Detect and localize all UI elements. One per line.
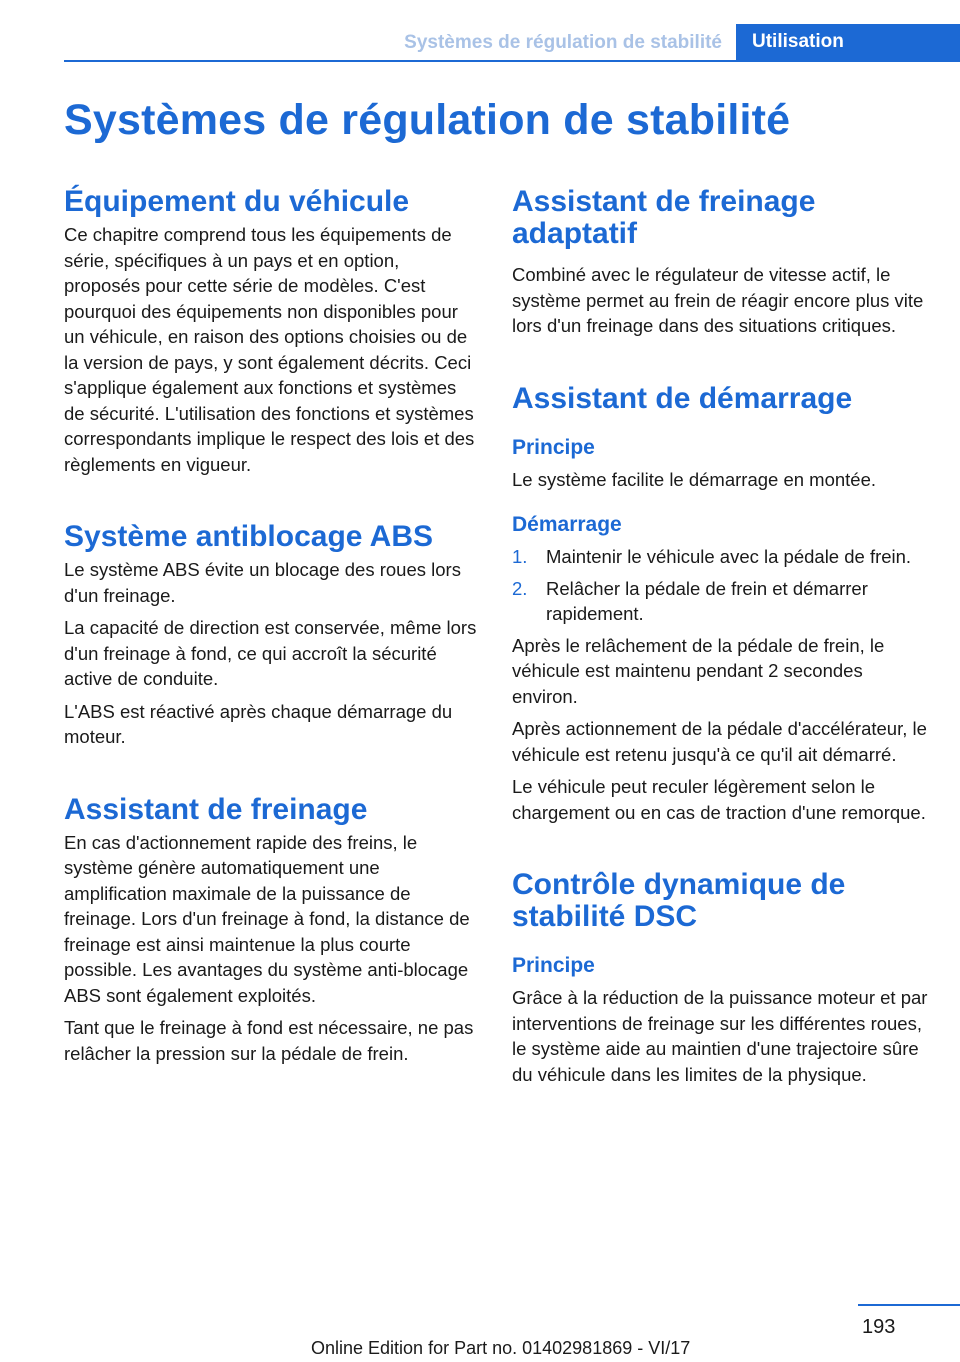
page-title: Systèmes de régulation de stabilité [64, 96, 791, 144]
header-section-title: Systèmes de régulation de stabilité [404, 32, 722, 53]
start-assist-paragraph-2: Après actionnement de la pédale d'accélérateur, le véhicule est retenu jusqu'à ce qu'il ait démarré. [512, 718, 927, 765]
heading-brake-assist: Assistant de freinage [64, 792, 368, 826]
start-assist-principle-text: Le système facilite le démarrage en montée. [512, 468, 877, 490]
heading-equipment: Équipement du véhicule [64, 185, 410, 218]
section-equipment [64, 186, 480, 477]
start-assist-paragraph-3: Le véhicule peut reculer légèrement selon le chargement ou en cas de traction d'une remorque. [512, 776, 926, 823]
left-column [64, 186, 480, 1066]
heading-dsc: Contrôle dynamique de stabilité DSC [512, 868, 846, 933]
section-brake-assist [64, 794, 480, 1067]
page-number: 193 [862, 1316, 896, 1338]
step-number: 2. [512, 577, 528, 599]
section-abs [64, 521, 480, 750]
step-number: 1. [512, 546, 528, 567]
heading-abs: Système antiblocage ABS [64, 520, 434, 553]
brake-assist-paragraph-2: Tant que le freinage à fond est nécessaire, ne pas relâcher la pression sur la pédale de frein. [64, 1017, 474, 1064]
start-assist-start-heading: Démarrage [512, 513, 622, 536]
start-assist-paragraph-1: Après le relâchement de la pédale de frein, le véhicule est maintenu pendant 2 secondes environ. [512, 634, 885, 707]
step-text: Relâcher la pédale de frein et démarrer rapidement. [546, 577, 868, 624]
step-text: Maintenir le véhicule avec la pédale de frein. [546, 546, 912, 567]
abs-paragraph-1: Le système ABS évite un blocage des roues lors d'un freinage. [64, 559, 461, 606]
dsc-principle-heading: Principe [512, 954, 595, 977]
heading-adaptive-brake-assist: Assistant de freinage adaptatif [512, 185, 816, 250]
start-assist-principle-heading: Principe [512, 435, 595, 459]
footer-rule [858, 1304, 960, 1306]
header-rule [64, 60, 960, 62]
header-chapter-tab: Utilisation [736, 24, 960, 62]
start-steps-list [512, 544, 928, 627]
section-dsc [512, 869, 928, 1087]
abs-paragraph-2: La capacité de direction est conservée, même lors d'un freinage à fond, ce qui accroît la sécurité active de conduite. [64, 617, 477, 689]
list-item [512, 576, 928, 627]
edition-line: Online Edition for Part no. 01402981869 - VI/17 [311, 1338, 691, 1358]
list-item [512, 544, 928, 570]
heading-start-assist: Assistant de démarrage [512, 381, 853, 415]
section-start-assist [512, 383, 928, 826]
dsc-principle-text: Grâce à la réduction de la puissance moteur et par interventions de freinage sur les différentes roues, le système aide au maintien d'une trajectoire sûre du véhicule dans les limites de la physique. [512, 987, 928, 1085]
adaptive-brake-assist-text: Combiné avec le régulateur de vitesse actif, le système permet au frein de réagir encore plus vite lors d'un freinage dans des situations critiques. [512, 264, 924, 336]
right-column [512, 186, 928, 1087]
equipment-text: Ce chapitre comprend tous les équipements de série, spécifiques à un pays et en option, proposés pour cette série de modèles. C'est pourquoi des équipements non disponibles pour un véhicule, en raison des options choisies ou de la version de pays, y sont également décrits. Ceci s'applique également aux fonctions et systèmes de sécurité. L'utilisation des fonctions et systèmes correspondants implique le respect des lois et des règlements en vigueur. [64, 224, 475, 475]
brake-assist-paragraph-1: En cas d'actionnement rapide des freins, le système génère automatiquement une amplification maximale de la puissance de freinage. Lors d'un freinage à fond, la distance de freinage est ainsi maintenue la plus courte possible. Les avantages du système anti-blocage ABS sont également exploités. [64, 831, 470, 1006]
section-adaptive-brake-assist [512, 186, 928, 339]
abs-paragraph-3: L'ABS est réactivé après chaque démarrage du moteur. [64, 700, 453, 747]
